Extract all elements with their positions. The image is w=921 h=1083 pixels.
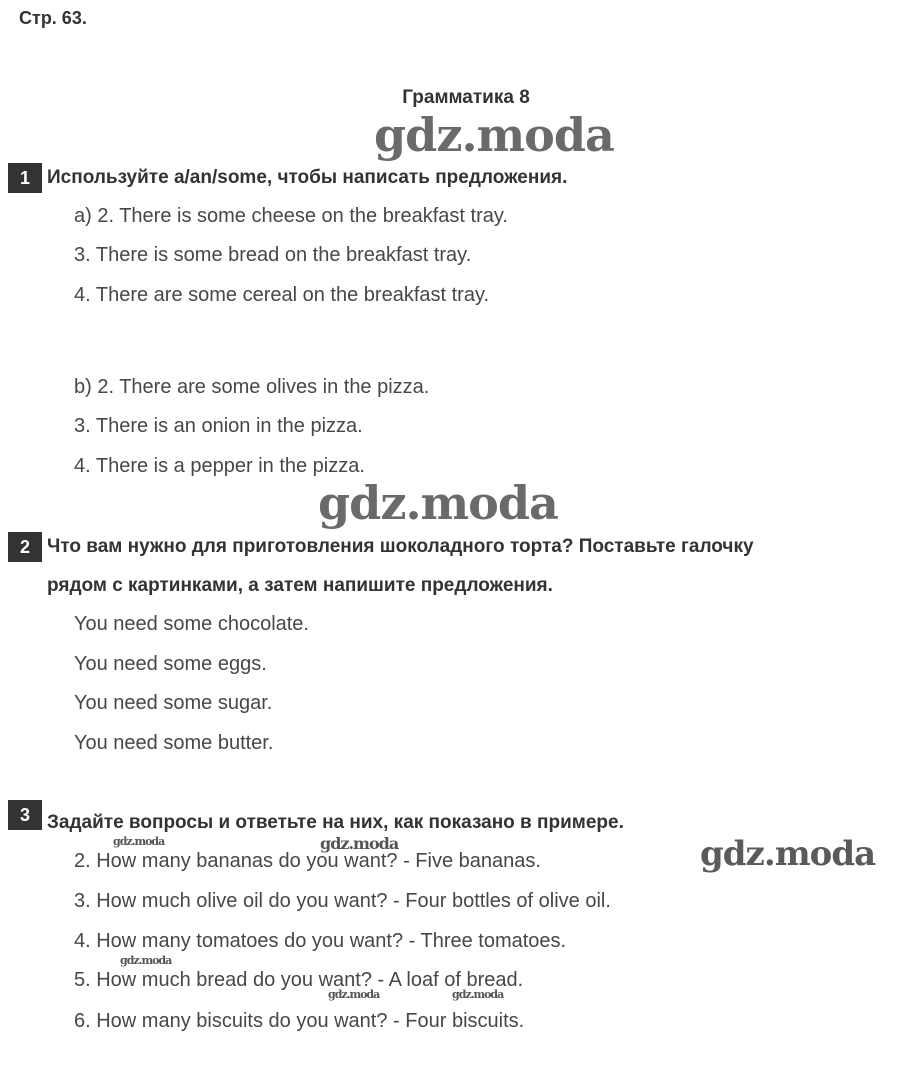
answer-line: a) 2. There is some cheese on the breakfast tray. [74, 205, 508, 227]
page-number: Стр. 63. [19, 8, 87, 28]
answer-line: 4. There is a pepper in the pizza. [74, 455, 365, 477]
section-title: Грамматика 8 [402, 87, 530, 108]
answer-line: 3. How much olive oil do you want? - Four bottles of olive oil. [74, 890, 611, 912]
answer-line: You need some butter. [74, 732, 274, 754]
answer-line: 3. There is some bread on the breakfast tray. [74, 244, 472, 266]
answer-line: You need some chocolate. [74, 613, 309, 635]
watermark-logo: gdz.moda [320, 834, 399, 853]
answer-line: 2. How many bananas do you want? - Five bananas. [74, 850, 541, 872]
exercise-number-badge: 2 [8, 532, 42, 562]
watermark-logo: gdz.moda [318, 476, 558, 530]
watermark-logo: gdz.moda [113, 835, 165, 848]
answer-line: 6. How many biscuits do you want? - Four biscuits. [74, 1010, 525, 1032]
exercise-number-badge: 1 [8, 163, 42, 193]
watermark-logo: gdz.moda [374, 108, 614, 162]
watermark-logo: gdz.moda [452, 988, 504, 1001]
answer-line: 4. How many tomatoes do you want? - Three tomatoes. [74, 930, 567, 952]
answer-line: You need some sugar. [74, 692, 273, 714]
answer-line: 4. There are some cereal on the breakfast tray. [74, 284, 490, 306]
answer-line: 5. How much bread do you want? - A loaf of bread. [74, 969, 524, 991]
answer-line: You need some eggs. [74, 653, 267, 675]
watermark-logo: gdz.moda [328, 988, 380, 1001]
exercise-instruction: Задайте вопросы и ответьте на них, как показано в примере. [47, 812, 624, 833]
exercise-instruction: Используйте a/an/some, чтобы написать предложения. [47, 167, 568, 188]
watermark-logo: gdz.moda [120, 954, 172, 967]
answer-line: b) 2. There are some olives in the pizza. [74, 376, 430, 398]
watermark-logo: gdz.moda [700, 834, 876, 874]
answer-line: 3. There is an onion in the pizza. [74, 415, 363, 437]
exercise-number-badge: 3 [8, 800, 42, 830]
exercise-instruction: рядом с картинками, а затем напишите предложения. [47, 575, 553, 596]
exercise-instruction: Что вам нужно для приготовления шоколадного торта? Поставьте галочку [47, 536, 754, 557]
